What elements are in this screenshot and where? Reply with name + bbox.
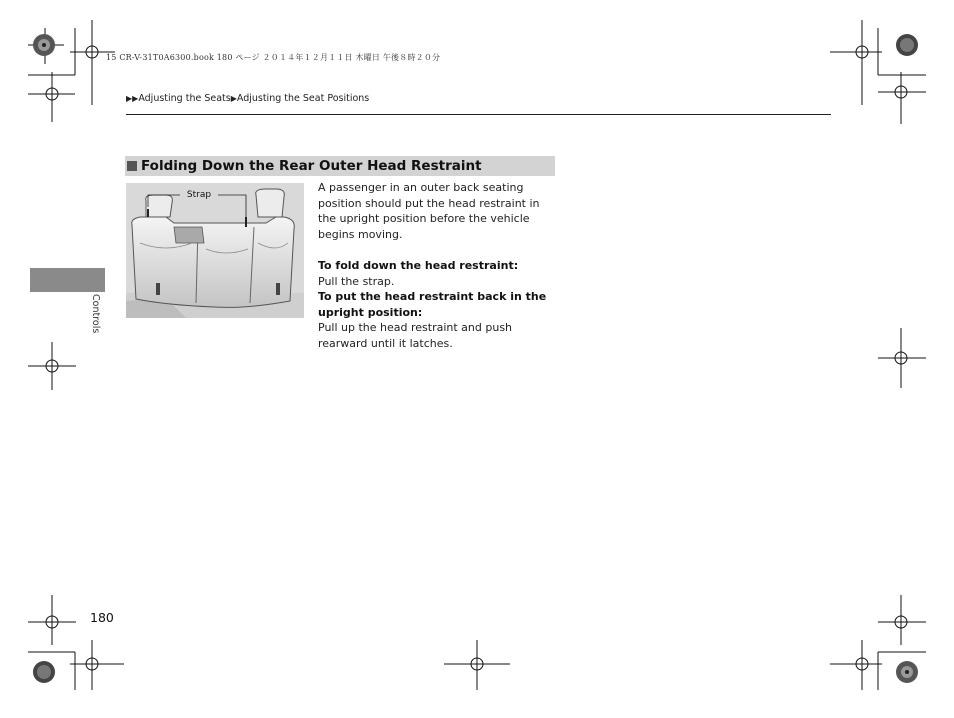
- chapter-tab[interactable]: [30, 268, 105, 292]
- page-number: 180: [90, 610, 114, 625]
- print-metadata: 15 CR-V-31T0A6300.book 180 ページ ２０１４年１２月１１日 木曜日 午後８時２０分: [106, 53, 441, 62]
- breadcrumb-level1[interactable]: Adjusting the Seats: [138, 93, 231, 104]
- instruction-text: [318, 180, 558, 352]
- upright-instruction: Pull up the head restraint and push rearward until it latches.: [318, 321, 513, 350]
- rear-seat-illustration: [126, 183, 304, 318]
- breadcrumb: [126, 93, 369, 104]
- rear-seat-drawing: [126, 183, 304, 318]
- section-heading-bar: [125, 156, 555, 176]
- breadcrumb-arrow-icon: ▶▶: [126, 94, 139, 103]
- intro-paragraph: A passenger in an outer back seating position should put the head restraint in the upright position before the vehicle begins moving.: [318, 181, 540, 241]
- section-square-icon: [127, 161, 137, 171]
- fold-instruction: Pull the strap.: [318, 274, 395, 288]
- chapter-label: Controls: [90, 294, 101, 334]
- breadcrumb-level2[interactable]: Adjusting the Seat Positions: [236, 93, 370, 104]
- section-title: Folding Down the Rear Outer Head Restraint: [141, 158, 482, 174]
- fold-heading: To fold down the head restraint:: [318, 258, 519, 272]
- upright-heading: To put the head restraint back in the upright position:: [318, 290, 547, 319]
- strap-callout-label: Strap: [186, 190, 212, 200]
- header-divider: [126, 114, 831, 115]
- breadcrumb-arrow-icon: ▶: [230, 94, 237, 103]
